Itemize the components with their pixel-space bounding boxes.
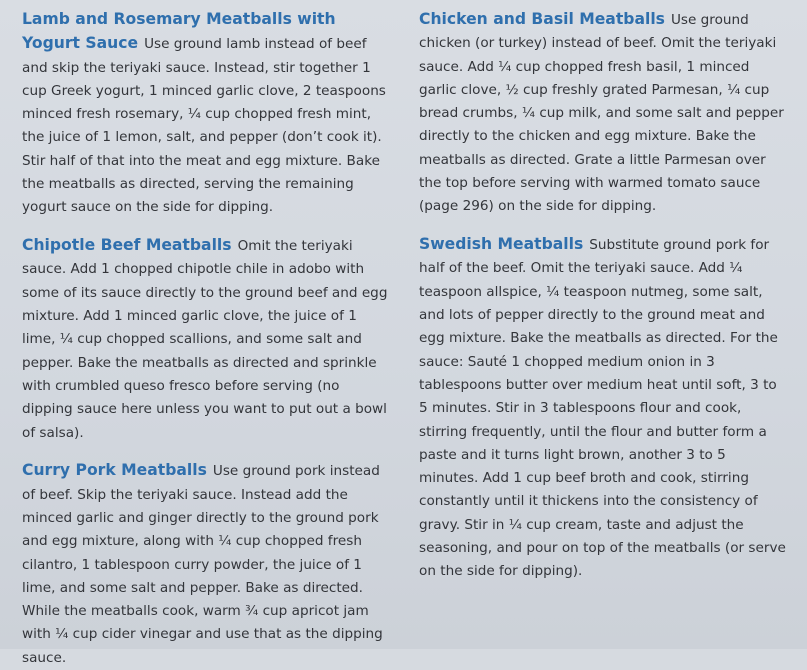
recipe-text: Use ground lamb instead of beef and skip the teriyaki sauce. Instead, stir together 1 cup Greek yogurt, 1 minced garlic clove, 2 teaspoons minced fresh rosemary, ¼ cup chopped fresh mint, the juice of 1 lemon, salt, and pepper (don’t cook it). Stir half of that into the meat and egg mixture. Bake the meatballs as directed, serving the remaining yogurt sauce on the side for dipping. [22, 36, 386, 216]
recipe-curry-pork [22, 459, 394, 670]
recipe-chicken-basil [419, 8, 787, 219]
recipe-swedish [419, 233, 787, 583]
recipe-title: Swedish Meatballs [419, 235, 584, 254]
recipe-title: Lamb and Rosemary Meatballs with Yogurt Sauce [22, 10, 336, 53]
recipe-chipotle-beef [22, 234, 394, 445]
recipe-text: Substitute ground pork for half of the beef. Omit the teriyaki sauce. Add ¼ teaspoon allspice, ¼ teaspoon nutmeg, some salt, and lots of pepper directly to the ground meat and egg mixture. Bake the meatballs as directed. For the sauce: Sauté 1 chopped medium onion in 3 tablespoons butter over medium heat until soft, 3 to 5 minutes. Stir in 3 tablespoons flour and cook, stirring frequently, until the flour and butter form a paste and it turns light brown, another 3 to 5 minutes. Add 1 cup beef broth and cook, stirring constantly until it thickens into the consistency of gravy. Stir in ¼ cup cream, taste and adjust the seasoning, and pour on top of the meatballs (or serve on the side for dipping). [419, 237, 786, 580]
recipe-title: Chicken and Basil Meatballs [419, 10, 665, 28]
recipe-title: Curry Pork Meatballs [22, 461, 207, 480]
right-column [419, 8, 787, 584]
recipe-text: Omit the teriyaki sauce. Add 1 chopped chipotle chile in adobo with some of its sauce directly to the ground beef and egg mixture. Add 1 minced garlic clove, the juice of 1 lime, ¼ cup chopped scallions, and some salt and pepper. Bake the meatballs as directed and sprinkle with crumbled queso fresco before serving (no dipping sauce here unless you want to put out a bowl of salsa). [22, 238, 388, 441]
recipe-text: Use ground chicken (or turkey) instead of beef. Omit the teriyaki sauce. Add ¼ cup chopped fresh basil, 1 minced garlic clove, ½ cup freshly grated Parmesan, ¼ cup bread crumbs, ¼ cup milk, and some salt and pepper directly to the chicken and egg mixture. Bake the meatballs as directed. Grate a little Parmesan over the top before serving with warmed tomato sauce (page 296) on the side for dipping. [419, 12, 784, 215]
recipe-text: Use ground pork instead of beef. Skip the teriyaki sauce. Instead add the minced garlic and ginger directly to the ground pork and egg mixture, along with ¼ cup chopped fresh cilantro, 1 tablespoon curry powder, the juice of 1 lime, and some salt and pepper. Bake as directed. While the meatballs cook, warm ¾ cup apricot jam with ¼ cup cider vinegar and use that as the dipping sauce. [22, 463, 383, 666]
recipe-title: Chipotle Beef Meatballs [22, 236, 232, 255]
recipe-lamb-rosemary [22, 8, 394, 220]
left-column [22, 8, 394, 670]
